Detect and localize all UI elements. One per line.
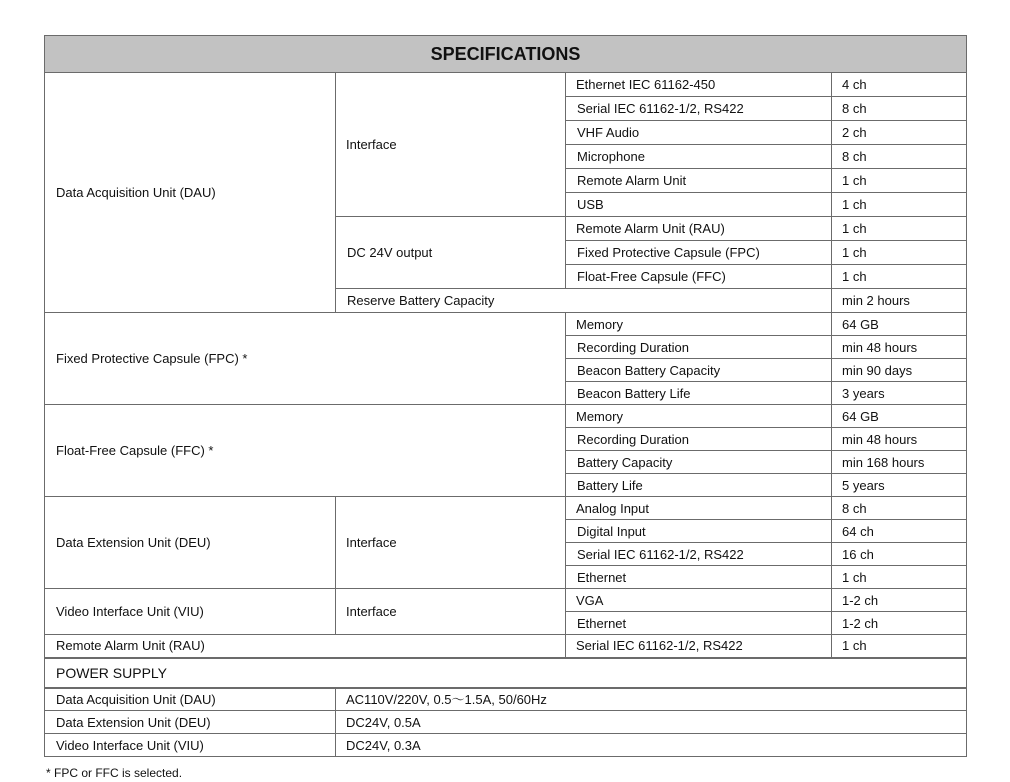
spec-value: 8 ch [832,497,967,520]
dau-battery-label: Reserve Battery Capacity [336,289,832,313]
spec-name: VGA [566,589,832,612]
spec-value: 1-2 ch [832,612,967,635]
power-value: AC110V/220V, 0.5～1.5A, 50/60Hz [336,688,967,711]
spec-name: Fixed Protective Capsule (FPC) [566,241,832,265]
spec-name: Remote Alarm Unit (RAU) [566,217,832,241]
spec-name: Recording Duration [566,336,832,359]
spec-value: 16 ch [832,543,967,566]
dau-battery-value: min 2 hours [832,289,967,313]
spec-value: 1 ch [832,265,967,289]
spec-value: 1-2 ch [832,589,967,612]
spec-value: 1 ch [832,193,967,217]
spec-value: 1 ch [832,241,967,265]
spec-value: min 168 hours [832,451,967,474]
spec-name: Remote Alarm Unit [566,169,832,193]
spec-value: 1 ch [832,169,967,193]
spec-name: Ethernet [566,566,832,589]
spec-name: Battery Life [566,474,832,497]
viu-interface-label: Interface [336,589,566,635]
power-unit: Data Extension Unit (DEU) [45,711,336,734]
specifications-title: SPECIFICATIONS [45,36,967,73]
spec-value: 3 years [832,382,967,405]
spec-name: Digital Input [566,520,832,543]
spec-name: Microphone [566,145,832,169]
rau-label: Remote Alarm Unit (RAU) [45,635,566,658]
spec-name: Beacon Battery Capacity [566,359,832,382]
spec-name: Ethernet IEC 61162-450 [566,73,832,97]
spec-value: min 48 hours [832,336,967,359]
spec-value: 1 ch [832,635,967,658]
spec-value: min 90 days [832,359,967,382]
footnote: * FPC or FFC is selected. [46,766,183,780]
spec-value: 64 GB [832,405,967,428]
spec-value: 1 ch [832,566,967,589]
power-unit: Video Interface Unit (VIU) [45,734,336,757]
spec-value: 1 ch [832,217,967,241]
spec-name: Serial IEC 61162-1/2, RS422 [566,635,832,658]
power-supply-title: POWER SUPPLY [45,658,967,688]
spec-value: 8 ch [832,97,967,121]
power-value: DC24V, 0.3A [336,734,967,757]
spec-name: Recording Duration [566,428,832,451]
dau-interface-label: Interface [336,73,566,217]
dau-label: Data Acquisition Unit (DAU) [45,73,336,313]
spec-name: Memory [566,313,832,336]
spec-value: 64 GB [832,313,967,336]
spec-name: Float-Free Capsule (FFC) [566,265,832,289]
spec-name: Ethernet [566,612,832,635]
spec-value: 4 ch [832,73,967,97]
spec-name: Serial IEC 61162-1/2, RS422 [566,543,832,566]
ffc-label: Float-Free Capsule (FFC) * [45,405,566,497]
spec-value: 2 ch [832,121,967,145]
viu-label: Video Interface Unit (VIU) [45,589,336,635]
spec-name: Battery Capacity [566,451,832,474]
spec-name: Memory [566,405,832,428]
spec-name: Analog Input [566,497,832,520]
spec-value: min 48 hours [832,428,967,451]
spec-value: 8 ch [832,145,967,169]
spec-name: VHF Audio [566,121,832,145]
spec-name: USB [566,193,832,217]
power-value: DC24V, 0.5A [336,711,967,734]
spec-name: Serial IEC 61162-1/2, RS422 [566,97,832,121]
deu-interface-label: Interface [336,497,566,589]
power-unit: Data Acquisition Unit (DAU) [45,688,336,711]
spec-name: Beacon Battery Life [566,382,832,405]
spec-value: 64 ch [832,520,967,543]
spec-value: 5 years [832,474,967,497]
specifications-table [44,35,967,757]
dau-dc-output-label: DC 24V output [336,217,566,289]
fpc-label: Fixed Protective Capsule (FPC) * [45,313,566,405]
deu-label: Data Extension Unit (DEU) [45,497,336,589]
